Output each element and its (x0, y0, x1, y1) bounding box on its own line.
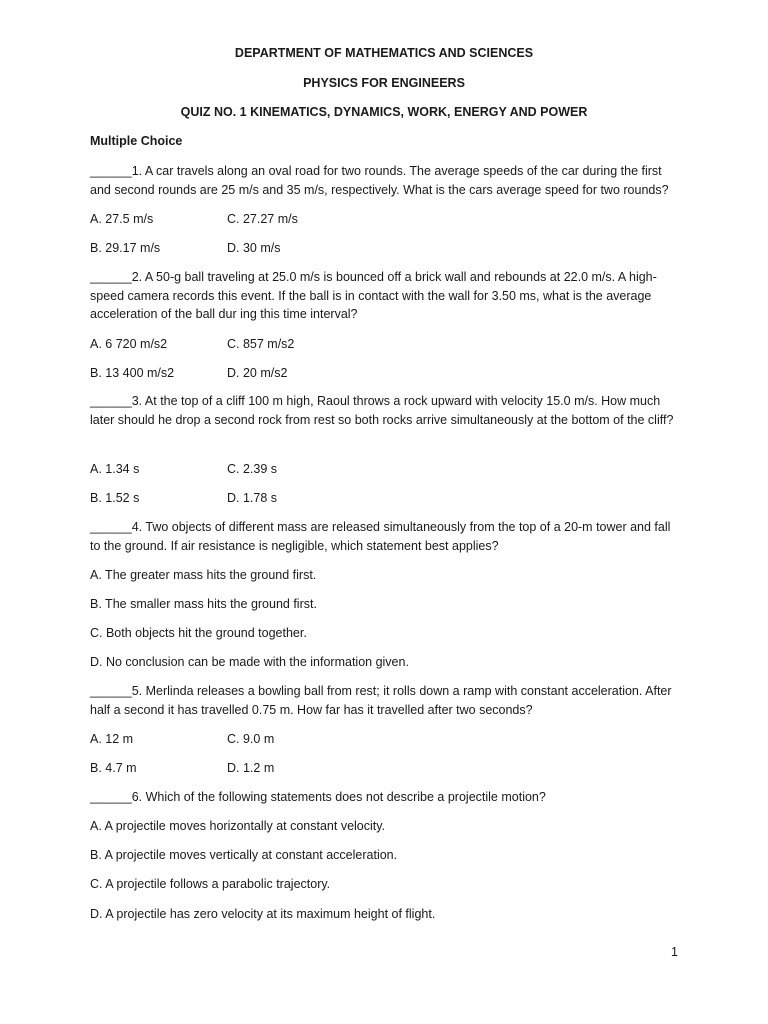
question-6-option-a: A. A projectile moves horizontally at constant velocity. (90, 819, 386, 833)
question-1-option-c: C. 27.27 m/s (227, 212, 298, 226)
department-heading: DEPARTMENT OF MATHEMATICS AND SCIENCES (234, 46, 534, 60)
question-1: ______1. A car travels along an oval road for two rounds. The average speeds of the car during the first and second rounds are 25 m/s and 35 m/s, respectively. What is the cars average speed for two rounds? (90, 164, 669, 197)
question-3-option-c: C. 2.39 s (227, 462, 278, 476)
question-4-option-a: A. The greater mass hits the ground first. (90, 568, 317, 582)
question-5-option-b: B. 4.7 m (90, 761, 137, 775)
question-4: ______4. Two objects of different mass are released simultaneously from the top of a 20-m tower and fall to the ground. If air resistance is negligible, which statement best applies? (90, 520, 671, 553)
question-2-option-b: B. 13 400 m/s2 (90, 366, 175, 380)
page-number: 1 (671, 945, 678, 959)
question-5-option-a: A. 12 m (90, 732, 134, 746)
question-5-option-d: D. 1.2 m (227, 761, 275, 775)
question-2-option-c: C. 857 m/s2 (227, 337, 295, 351)
question-6-option-b: B. A projectile moves vertically at constant acceleration. (90, 848, 398, 862)
question-1-option-d: D. 30 m/s (227, 241, 281, 255)
question-6-option-c: C. A projectile follows a parabolic trajectory. (90, 877, 331, 891)
question-5-option-c: C. 9.0 m (227, 732, 275, 746)
question-1-option-b: B. 29.17 m/s (90, 241, 161, 255)
question-2-option-a: A. 6 720 m/s2 (90, 337, 168, 351)
question-3-option-a: A. 1.34 s (90, 462, 140, 476)
question-2-option-d: D. 20 m/s2 (227, 366, 288, 380)
section-title: Multiple Choice (90, 134, 183, 148)
question-5: ______5. Merlinda releases a bowling ball from rest; it rolls down a ramp with constant acceleration. After half a second it has travelled 0.75 m. How far has it travelled after two seconds? (90, 684, 672, 717)
question-2: ______2. A 50-g ball traveling at 25.0 m/s is bounced off a brick wall and rebounds at 22.0 m/s. A high-speed camera records this event. If the ball is in contact with the wall for 3.50 ms, what is the average acceleration of the ball dur ing this time interval? (90, 270, 657, 321)
question-1-option-a: A. 27.5 m/s (90, 212, 154, 226)
question-4-option-c: C. Both objects hit the ground together. (90, 626, 307, 640)
course-heading: PHYSICS FOR ENGINEERS (303, 76, 465, 90)
question-3-option-b: B. 1.52 s (90, 491, 140, 505)
quiz-heading: QUIZ NO. 1 KINEMATICS, DYNAMICS, WORK, ENERGY AND POWER (180, 105, 588, 119)
question-3-option-d: D. 1.78 s (227, 491, 278, 505)
question-6: ______6. Which of the following statements does not describe a projectile motion? (90, 790, 546, 804)
question-4-option-d: D. No conclusion can be made with the information given. (90, 655, 409, 669)
question-3: ______3. At the top of a cliff 100 m high, Raoul throws a rock upward with velocity 15.0 m/s. How much later should he drop a second rock from rest so both rocks arrive simultaneously at the bottom of the cliff? (90, 394, 674, 427)
question-4-option-b: B. The smaller mass hits the ground first. (90, 597, 317, 611)
question-6-option-d: D. A projectile has zero velocity at its maximum height of flight. (90, 907, 436, 921)
